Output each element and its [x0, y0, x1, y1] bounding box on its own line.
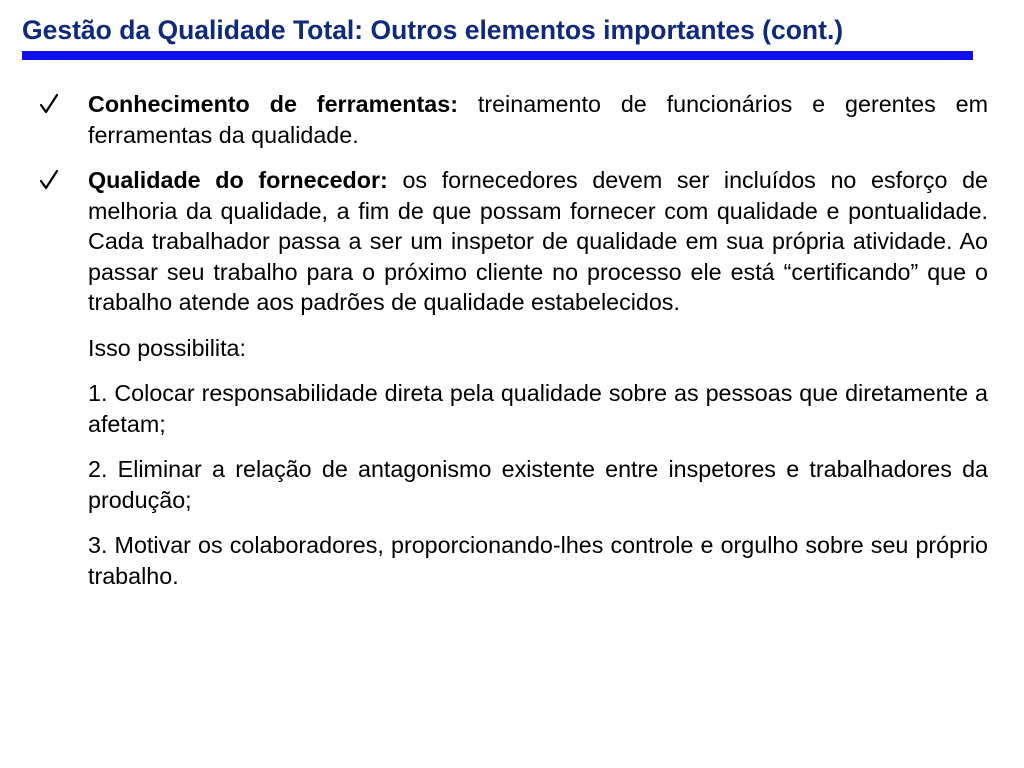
checkmark-icon [39, 165, 59, 195]
numbered-item-2: 2. Eliminar a relação de antagonismo existente entre inspetores e trabalhadores da produção; [88, 456, 988, 513]
numbered-item-3: 3. Motivar os colaboradores, proporcionando-lhes controle e orgulho sobre seu próprio trabalho. [88, 532, 988, 589]
bullet-text: treinamento de funcionários e gerentes em ferramentas da qualidade. [88, 91, 988, 148]
slide-title: Gestão da Qualidade Total: Outros elementos importantes (cont.) [22, 15, 844, 45]
numbered-item-1: 1. Colocar responsabilidade direta pela qualidade sobre as pessoas que diretamente a afetam; [88, 380, 988, 437]
bullet-item-supplier [88, 165, 988, 318]
title-underline [22, 51, 973, 60]
checkmark-icon [39, 89, 59, 119]
bullet-item-tools [88, 89, 988, 150]
intro-text: Isso possibilita: [88, 334, 246, 361]
bullet-text: os fornecedores devem ser incluídos no esforço de melhoria da qualidade, a fim de que possam fornecer com qualidade e pontualidade. Cada trabalhador passa a ser um inspetor de qualidade em sua própria atividade. Ao passar seu trabalho para o próximo cliente no processo ele está “certificando” que o trabalho atende aos padrões de qualidade estabelecidos. [88, 167, 988, 315]
slide-body [88, 89, 988, 606]
bullet-lead: Qualidade do fornecedor: [88, 167, 388, 193]
bullet-lead: Conhecimento de ferramentas: [88, 91, 458, 117]
